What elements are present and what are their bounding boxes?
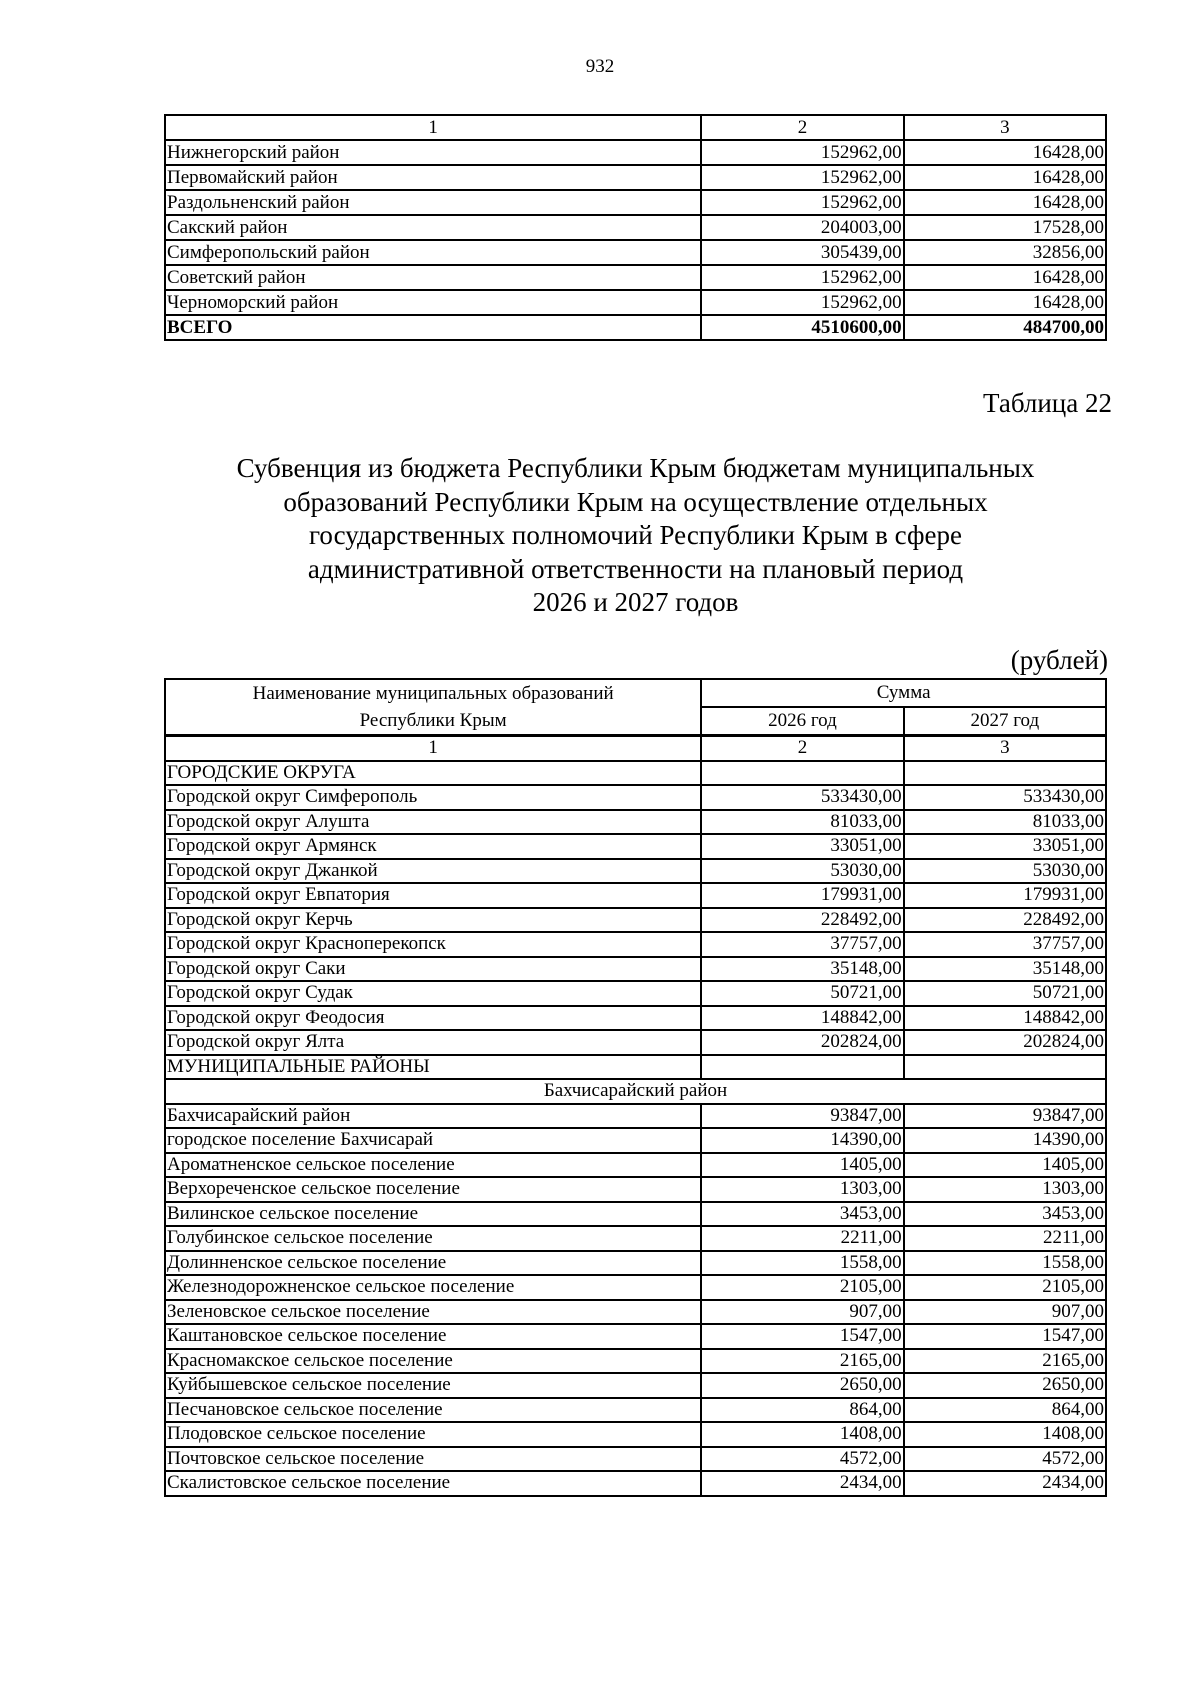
value-2027: 907,00	[904, 1300, 1106, 1325]
column-number: 2	[701, 736, 903, 761]
table-row	[165, 1177, 1106, 1202]
row-value-2: 152962,00	[701, 190, 903, 215]
table-row	[165, 785, 1106, 810]
row-name: Симферопольский район	[165, 240, 701, 265]
title-line: административной ответственности на плановый период	[307, 553, 964, 584]
empty-cell	[701, 1055, 903, 1080]
row-value-2: 152962,00	[701, 165, 903, 190]
page-number: 932	[585, 56, 615, 77]
row-value-3: 16428,00	[904, 290, 1106, 315]
section-label: МУНИЦИПАЛЬНЫЕ РАЙОНЫ	[165, 1055, 701, 1080]
value-2026: 179931,00	[701, 883, 903, 908]
value-2026: 4572,00	[701, 1447, 903, 1472]
column-number: 3	[904, 115, 1106, 140]
value-2027: 228492,00	[904, 908, 1106, 933]
value-2026: 864,00	[701, 1398, 903, 1423]
row-name: Городской округ Симферополь	[165, 785, 701, 810]
row-value-3: 16428,00	[904, 265, 1106, 290]
row-value-3: 16428,00	[904, 165, 1106, 190]
table-row	[165, 165, 1106, 190]
section-row-municipal-districts	[165, 1055, 1106, 1080]
value-2026: 1408,00	[701, 1422, 903, 1447]
value-2027: 1303,00	[904, 1177, 1106, 1202]
table-row	[165, 1447, 1106, 1472]
table-row	[165, 908, 1106, 933]
value-2027: 2211,00	[904, 1226, 1106, 1251]
table-row	[165, 1275, 1106, 1300]
name-column-header-line1: Наименование муниципальных образований	[252, 683, 614, 704]
value-2027: 93847,00	[904, 1104, 1106, 1129]
empty-cell	[904, 1055, 1106, 1080]
value-2026: 14390,00	[701, 1128, 903, 1153]
value-2027: 4572,00	[904, 1447, 1106, 1472]
value-2027: 2165,00	[904, 1349, 1106, 1374]
row-name: Каштановское сельское поселение	[165, 1324, 701, 1349]
table-row	[165, 1300, 1106, 1325]
table-row	[165, 957, 1106, 982]
row-name: Почтовское сельское поселение	[165, 1447, 701, 1472]
row-name: Верхореченское сельское поселение	[165, 1177, 701, 1202]
year-2026-header: 2026 год	[701, 707, 903, 735]
row-name: Городской округ Феодосия	[165, 1006, 701, 1031]
row-name: Черноморский район	[165, 290, 701, 315]
empty-cell	[701, 761, 903, 786]
table-row	[165, 240, 1106, 265]
value-2026: 37757,00	[701, 932, 903, 957]
value-2026: 50721,00	[701, 981, 903, 1006]
value-2026: 2211,00	[701, 1226, 903, 1251]
row-name: Зеленовское сельское поселение	[165, 1300, 701, 1325]
table-row	[165, 1104, 1106, 1129]
value-2026: 33051,00	[701, 834, 903, 859]
row-name: Сакский район	[165, 215, 701, 240]
row-name: Городской округ Красноперекопск	[165, 932, 701, 957]
column-number: 1	[165, 736, 701, 761]
value-2027: 1558,00	[904, 1251, 1106, 1276]
table-row	[165, 190, 1106, 215]
district-header-row	[165, 1079, 1106, 1104]
row-name: Песчановское сельское поселение	[165, 1398, 701, 1423]
row-value-2: 305439,00	[701, 240, 903, 265]
value-2027: 37757,00	[904, 932, 1106, 957]
value-2026: 1303,00	[701, 1177, 903, 1202]
row-value-2: 152962,00	[701, 265, 903, 290]
value-2026: 202824,00	[701, 1030, 903, 1055]
title-line: 2026 и 2027 годов	[532, 587, 739, 617]
table-row	[165, 1349, 1106, 1374]
table-row	[165, 1006, 1106, 1031]
row-name: Городской округ Евпатория	[165, 883, 701, 908]
value-2026: 148842,00	[701, 1006, 903, 1031]
table-row	[165, 1373, 1106, 1398]
row-name: Городской округ Алушта	[165, 810, 701, 835]
table-row	[165, 1324, 1106, 1349]
section-row-city-districts	[165, 761, 1106, 786]
row-value-3: 16428,00	[904, 190, 1106, 215]
value-2027: 3453,00	[904, 1202, 1106, 1227]
value-2026: 907,00	[701, 1300, 903, 1325]
column-number: 1	[165, 115, 701, 140]
value-2026: 35148,00	[701, 957, 903, 982]
total-value-2: 4510600,00	[701, 315, 903, 340]
row-value-3: 16428,00	[904, 140, 1106, 165]
row-name: Железнодорожненское сельское поселение	[165, 1275, 701, 1300]
row-name: Бахчисарайский район	[165, 1104, 701, 1129]
table22-header	[164, 678, 1107, 736]
row-name: Городской округ Судак	[165, 981, 701, 1006]
value-2026: 1405,00	[701, 1153, 903, 1178]
row-name: Красномакское сельское поселение	[165, 1349, 701, 1374]
row-value-2: 152962,00	[701, 290, 903, 315]
table-row	[165, 1226, 1106, 1251]
row-value-2: 152962,00	[701, 140, 903, 165]
value-2026: 3453,00	[701, 1202, 903, 1227]
column-number-row	[165, 736, 1106, 761]
total-row	[165, 315, 1106, 340]
year-2027-header: 2027 год	[904, 707, 1106, 735]
value-2026: 1558,00	[701, 1251, 903, 1276]
value-2027: 864,00	[904, 1398, 1106, 1423]
title-line: Субвенция из бюджета Республики Крым бюджетам муниципальных	[236, 453, 1035, 483]
row-name: Вилинское сельское поселение	[165, 1202, 701, 1227]
row-name: Городской округ Джанкой	[165, 859, 701, 884]
row-name: Городской округ Керчь	[165, 908, 701, 933]
value-2027: 2650,00	[904, 1373, 1106, 1398]
row-name: Первомайский район	[165, 165, 701, 190]
table-row	[165, 290, 1106, 315]
total-label: ВСЕГО	[165, 315, 701, 340]
row-name: Скалистовское сельское поселение	[165, 1471, 701, 1496]
value-2026: 53030,00	[701, 859, 903, 884]
district-header: Бахчисарайский район	[165, 1079, 1106, 1104]
table-row	[165, 981, 1106, 1006]
total-value-3: 484700,00	[904, 315, 1106, 340]
column-number: 2	[701, 115, 903, 140]
value-2026: 2650,00	[701, 1373, 903, 1398]
name-column-header	[165, 679, 701, 735]
row-name: Советский район	[165, 265, 701, 290]
value-2026: 81033,00	[701, 810, 903, 835]
table22-body	[164, 735, 1107, 1497]
row-name: Плодовское сельское поселение	[165, 1422, 701, 1447]
value-2027: 35148,00	[904, 957, 1106, 982]
value-2027: 148842,00	[904, 1006, 1106, 1031]
table-row	[165, 932, 1106, 957]
table-row	[165, 1422, 1106, 1447]
previous-table-continuation	[164, 114, 1107, 341]
column-number: 3	[904, 736, 1106, 761]
units-label: (рублей)	[1010, 645, 1108, 675]
row-name: Раздольненский район	[165, 190, 701, 215]
value-2026: 2165,00	[701, 1349, 903, 1374]
value-2027: 33051,00	[904, 834, 1106, 859]
value-2027: 202824,00	[904, 1030, 1106, 1055]
row-name: Городской округ Армянск	[165, 834, 701, 859]
section-label: ГОРОДСКИЕ ОКРУГА	[165, 761, 701, 786]
title-line: образований Республики Крым на осуществление отдельных	[283, 486, 988, 517]
table-title	[164, 452, 1107, 620]
value-2026: 1547,00	[701, 1324, 903, 1349]
table-row	[165, 834, 1106, 859]
row-name: Городской округ Саки	[165, 957, 701, 982]
name-column-header-line2: Республики Крым	[359, 710, 507, 731]
value-2027: 179931,00	[904, 883, 1106, 908]
row-name: Нижнегорский район	[165, 140, 701, 165]
row-value-3: 32856,00	[904, 240, 1106, 265]
table-row	[165, 1128, 1106, 1153]
column-number-row	[165, 115, 1106, 140]
row-name: Ароматненское сельское поселение	[165, 1153, 701, 1178]
row-name: Городской округ Ялта	[165, 1030, 701, 1055]
value-2027: 14390,00	[904, 1128, 1106, 1153]
value-2027: 1408,00	[904, 1422, 1106, 1447]
row-name: Голубинское сельское поселение	[165, 1226, 701, 1251]
value-2027: 2434,00	[904, 1471, 1106, 1496]
value-2026: 533430,00	[701, 785, 903, 810]
table-row	[165, 1251, 1106, 1276]
sum-header: Сумма	[701, 679, 1106, 707]
table-row	[165, 883, 1106, 908]
table-row	[165, 1153, 1106, 1178]
row-name: городское поселение Бахчисарай	[165, 1128, 701, 1153]
value-2027: 50721,00	[904, 981, 1106, 1006]
value-2027: 1405,00	[904, 1153, 1106, 1178]
table-row	[165, 140, 1106, 165]
table-label: Таблица 22	[983, 388, 1112, 418]
table-row	[165, 810, 1106, 835]
row-name: Куйбышевское сельское поселение	[165, 1373, 701, 1398]
row-value-3: 17528,00	[904, 215, 1106, 240]
table-row	[165, 1030, 1106, 1055]
empty-cell	[904, 761, 1106, 786]
value-2026: 93847,00	[701, 1104, 903, 1129]
row-name: Долинненское сельское поселение	[165, 1251, 701, 1276]
table-row	[165, 859, 1106, 884]
table-row	[165, 1202, 1106, 1227]
value-2026: 2434,00	[701, 1471, 903, 1496]
value-2026: 2105,00	[701, 1275, 903, 1300]
table-row	[165, 265, 1106, 290]
value-2026: 228492,00	[701, 908, 903, 933]
value-2027: 81033,00	[904, 810, 1106, 835]
value-2027: 533430,00	[904, 785, 1106, 810]
table-row	[165, 215, 1106, 240]
value-2027: 1547,00	[904, 1324, 1106, 1349]
row-value-2: 204003,00	[701, 215, 903, 240]
table-row	[165, 1471, 1106, 1496]
value-2027: 53030,00	[904, 859, 1106, 884]
value-2027: 2105,00	[904, 1275, 1106, 1300]
table-row	[165, 1398, 1106, 1423]
title-line: государственных полномочий Республики Крым в сфере	[309, 520, 962, 550]
